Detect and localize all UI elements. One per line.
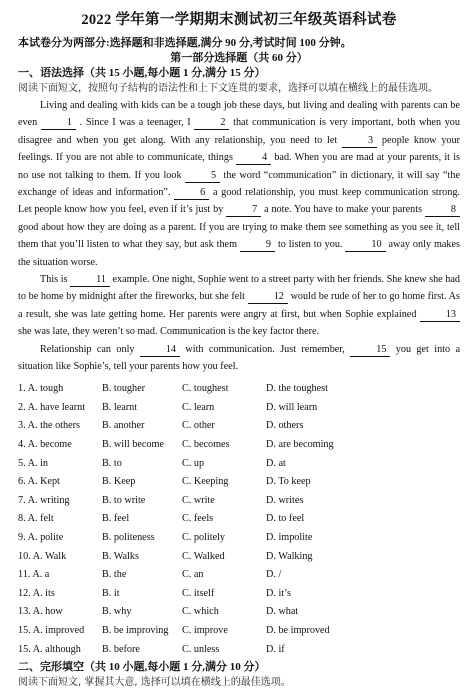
option-row <box>18 380 460 399</box>
option-a: 15. A. improved <box>18 625 85 637</box>
option-c: C. Walked <box>182 550 225 562</box>
blank-15: 15 <box>350 344 390 357</box>
passage-text: This is <box>40 274 71 286</box>
option-a: 1. A. tough <box>18 383 64 395</box>
option-b: B. to <box>102 457 122 469</box>
option-c: C. other <box>182 420 215 432</box>
option-d: D. be improved <box>266 625 330 637</box>
passage-paragraph-2 <box>18 271 460 341</box>
section-two-directions: 阅读下面短文, 掌握其大意, 选择可以填在横线上的最佳选项。 <box>18 677 291 688</box>
passage-text: bad. When you are mad at your parents, it is no use not talking to them. If you look <box>18 152 460 181</box>
option-a: 7. A. writing <box>18 494 70 506</box>
passage-text: you get into a situation like Sophie’s, tell your parents how you feel. <box>18 343 460 373</box>
blank-11: 11 <box>70 274 110 287</box>
blank-10: 10 <box>345 239 385 252</box>
blank-8: 8 <box>425 204 460 217</box>
section-two-heading: 二、完形填空（共 10 小题,每小题 1 分,满分 10 分） <box>18 661 266 674</box>
blank-7: 7 <box>226 204 261 217</box>
option-row <box>18 491 460 510</box>
option-b: B. another <box>102 420 145 432</box>
option-c: C. an <box>182 569 204 581</box>
blank-5: 5 <box>185 170 220 183</box>
passage-text: example. One night, Sophie went to a street party with her friends. She knew she had to be home by midnight after the fireworks, but she felt <box>18 274 460 303</box>
option-a: 12. A. its <box>18 587 55 599</box>
option-a: 11. A. a <box>18 569 50 581</box>
blank-9: 9 <box>240 239 275 252</box>
passage-text: that communication is very important, both when you disagree and when you get along. With any relationship, you need to let <box>18 117 460 146</box>
option-c: C. unless <box>182 643 220 655</box>
option-b: B. learnt <box>102 401 138 413</box>
option-row <box>18 510 460 529</box>
option-d: D. what <box>266 606 299 618</box>
passage <box>18 97 460 376</box>
option-b: B. the <box>102 569 127 581</box>
option-b: B. before <box>102 643 140 655</box>
exam-instructions: 本试卷分为两部分:选择题和非选择题,满分 90 分,考试时间 100 分钟。 <box>18 37 352 49</box>
passage-text: a note. You have to make your parents <box>261 204 425 216</box>
passage-text: people know your feelings. If you are not able to communicate, things <box>18 134 461 164</box>
passage-text: Relationship can only <box>40 343 140 355</box>
passage-text: a good relationship, you must keep communication strong. Let people know how you feel, even if it’s just by <box>18 187 460 216</box>
passage-text: . Since I was a teenager, I <box>76 117 195 129</box>
option-d: D. impolite <box>266 532 313 544</box>
passage-paragraph-3 <box>18 341 460 376</box>
blank-1: 1 <box>41 117 76 130</box>
option-row <box>18 435 460 454</box>
option-row <box>18 603 460 622</box>
option-b: B. to write <box>102 494 146 506</box>
option-row <box>18 584 460 603</box>
option-c: C. write <box>182 494 215 506</box>
option-a: 2. A. have learnt <box>18 401 86 413</box>
option-row <box>18 472 460 491</box>
option-row <box>18 565 460 584</box>
part-one-heading: 第一部分选择题（共 60 分） <box>170 52 308 64</box>
option-a: 13. A. how <box>18 606 63 618</box>
option-d: D. will learn <box>266 401 318 413</box>
section-one-directions: 阅读下面短文，按照句子结构的语法性和上下文连贯的要求，选择可以填在横线上的最佳选项。 <box>18 83 438 94</box>
option-a: 5. A. in <box>18 457 48 469</box>
option-b: B. will become <box>102 439 164 451</box>
passage-text: with communication. Just remember, <box>180 343 351 355</box>
option-d: D. Walking <box>266 550 313 562</box>
passage-text: to listen to you. <box>275 239 346 251</box>
option-row <box>18 417 460 436</box>
blank-13: 13 <box>420 309 460 322</box>
passage-text: she was late, they weren’t so mad. Communication is the key factor there. <box>18 326 320 338</box>
option-row <box>18 454 460 473</box>
option-b: B. feel <box>102 513 130 525</box>
option-b: B. politeness <box>102 532 155 544</box>
passage-text: would be rude of her to go home first. As a result, she was late getting home. Her parents were angry at first, but when Sophie explained <box>18 291 460 320</box>
blank-14: 14 <box>140 344 180 357</box>
options-list <box>18 380 460 659</box>
option-c: C. Keeping <box>182 476 229 488</box>
option-a: 9. A. polite <box>18 532 64 544</box>
option-d: D. are becoming <box>266 439 334 451</box>
blank-4: 4 <box>236 152 271 165</box>
option-b: B. Keep <box>102 476 136 488</box>
option-c: C. becomes <box>182 439 230 451</box>
blank-12: 12 <box>248 291 288 304</box>
option-row <box>18 398 460 417</box>
exam-title: 2022 学年第一学期期末测试初三年级英语科试卷 <box>81 12 397 28</box>
option-c: C. politely <box>182 532 226 544</box>
blank-2: 2 <box>194 117 229 130</box>
option-b: B. be improving <box>102 625 169 637</box>
passage-text: the word “communication” in dictionary, it will say “the exchange of ideas and information”. <box>18 169 460 199</box>
option-row <box>18 528 460 547</box>
option-b: B. why <box>102 606 132 618</box>
option-a: 15. A. although <box>18 643 81 655</box>
passage-text: away only makes the situation worse. <box>18 239 460 268</box>
option-b: B. it <box>102 587 120 599</box>
option-row <box>18 547 460 566</box>
option-c: C. up <box>182 457 205 469</box>
option-d: D. / <box>266 569 282 581</box>
option-row <box>18 621 460 640</box>
option-b: B. Walks <box>102 550 139 562</box>
option-c: C. improve <box>182 625 228 637</box>
option-c: C. which <box>182 606 219 618</box>
passage-paragraph-1 <box>18 97 460 271</box>
passage-text: good about how they are doing as a parent. If you are trying to make them see something as you see it, tell them that you’ll listen to what they say, but ask them <box>18 221 460 251</box>
passage-text: Living and dealing with kids can be a tough job these days, but living and dealing with parents can be even <box>18 100 460 129</box>
option-row <box>18 640 460 659</box>
option-c: C. feels <box>182 513 214 525</box>
option-d: D. at <box>266 457 286 469</box>
option-d: D. to feel <box>266 513 305 525</box>
option-d: D. others <box>266 420 304 432</box>
section-one-heading: 一、语法选择（共 15 小题,每小题 1 分,满分 15 分） <box>18 67 266 79</box>
option-c: C. toughest <box>182 383 229 395</box>
option-c: C. learn <box>182 401 215 413</box>
option-a: 6. A. Kept <box>18 476 60 488</box>
blank-3: 3 <box>342 135 377 148</box>
option-d: D. it’s <box>266 587 291 599</box>
option-d: D. if <box>266 643 285 655</box>
option-d: D. writes <box>266 494 304 506</box>
option-d: D. the toughest <box>266 383 328 395</box>
option-d: D. To keep <box>266 476 311 488</box>
blank-6: 6 <box>174 187 209 200</box>
option-b: B. tougher <box>102 383 146 395</box>
option-a: 8. A. felt <box>18 513 54 525</box>
option-a: 3. A. the others <box>18 420 80 432</box>
option-a: 4. A. become <box>18 439 72 451</box>
option-c: C. itself <box>182 587 215 599</box>
option-a: 10. A. Walk <box>18 550 67 562</box>
